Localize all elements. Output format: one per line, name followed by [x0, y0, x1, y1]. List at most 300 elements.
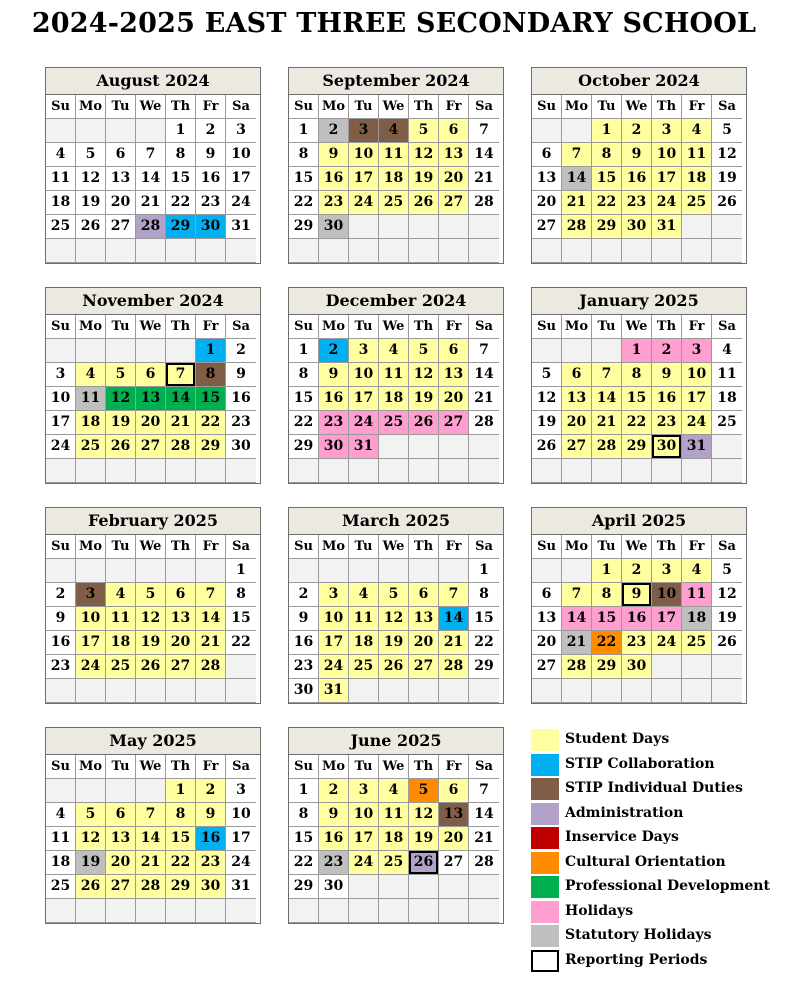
weekday-header: We — [379, 315, 409, 339]
weekday-header: Su — [289, 755, 319, 779]
day-cell: 20 — [409, 631, 439, 655]
empty-cell — [46, 339, 76, 363]
day-cell: 20 — [532, 631, 562, 655]
day-cell: 18 — [682, 167, 712, 191]
legend-swatch — [531, 876, 559, 898]
day-cell: 19 — [712, 607, 742, 631]
day-cell: 19 — [712, 167, 742, 191]
empty-cell — [46, 239, 76, 263]
day-cell: 28 — [592, 435, 622, 459]
empty-cell — [622, 459, 652, 483]
weekday-header: Tu — [106, 535, 136, 559]
day-cell: 6 — [532, 143, 562, 167]
day-cell: 24 — [46, 435, 76, 459]
empty-cell — [409, 435, 439, 459]
empty-cell — [562, 119, 592, 143]
day-cell: 10 — [652, 583, 682, 607]
day-cell: 23 — [622, 191, 652, 215]
month-calendar — [288, 727, 504, 924]
empty-cell — [592, 339, 622, 363]
day-cell: 12 — [106, 387, 136, 411]
weekday-header: Tu — [349, 535, 379, 559]
day-cell: 22 — [289, 191, 319, 215]
empty-cell — [166, 459, 196, 483]
day-cell: 25 — [379, 411, 409, 435]
day-cell: 19 — [409, 167, 439, 191]
day-cell: 8 — [166, 143, 196, 167]
empty-cell — [106, 119, 136, 143]
empty-cell — [76, 899, 106, 923]
weekday-header: Mo — [76, 95, 106, 119]
legend-swatch — [531, 778, 559, 800]
empty-cell — [106, 779, 136, 803]
day-cell: 3 — [226, 119, 256, 143]
empty-cell — [106, 899, 136, 923]
legend-swatch — [531, 729, 559, 751]
empty-cell — [379, 559, 409, 583]
weekday-header: We — [622, 535, 652, 559]
day-cell: 29 — [289, 215, 319, 239]
day-cell: 9 — [319, 363, 349, 387]
day-cell: 21 — [469, 387, 499, 411]
empty-cell — [289, 459, 319, 483]
day-cell: 23 — [226, 411, 256, 435]
day-cell: 24 — [682, 411, 712, 435]
empty-cell — [712, 435, 742, 459]
weekday-header: Fr — [196, 755, 226, 779]
legend-item — [531, 753, 781, 778]
empty-cell — [349, 899, 379, 923]
empty-cell — [76, 339, 106, 363]
empty-cell — [622, 239, 652, 263]
day-cell: 11 — [712, 363, 742, 387]
month-grid — [46, 535, 260, 703]
legend-label: Student Days — [565, 731, 670, 747]
month-grid — [46, 315, 260, 483]
day-cell: 22 — [226, 631, 256, 655]
day-cell: 12 — [532, 387, 562, 411]
empty-cell — [196, 459, 226, 483]
day-cell: 16 — [289, 631, 319, 655]
empty-cell — [469, 679, 499, 703]
day-cell: 17 — [226, 827, 256, 851]
empty-cell — [166, 339, 196, 363]
day-cell: 4 — [379, 119, 409, 143]
empty-cell — [106, 459, 136, 483]
weekday-header: Su — [532, 315, 562, 339]
empty-cell — [652, 679, 682, 703]
empty-cell — [439, 679, 469, 703]
day-cell: 8 — [226, 583, 256, 607]
day-cell: 20 — [439, 167, 469, 191]
day-cell: 30 — [226, 435, 256, 459]
weekday-header: Tu — [592, 95, 622, 119]
empty-cell — [349, 679, 379, 703]
day-cell: 10 — [349, 143, 379, 167]
day-cell: 14 — [562, 607, 592, 631]
day-cell: 13 — [166, 607, 196, 631]
day-cell: 21 — [562, 631, 592, 655]
weekday-header: Tu — [349, 95, 379, 119]
day-cell: 16 — [319, 827, 349, 851]
weekday-header: Sa — [469, 755, 499, 779]
day-cell: 20 — [562, 411, 592, 435]
day-cell: 5 — [409, 779, 439, 803]
weekday-header: We — [379, 95, 409, 119]
day-cell: 3 — [226, 779, 256, 803]
day-cell: 17 — [652, 167, 682, 191]
empty-cell — [136, 559, 166, 583]
day-cell: 6 — [106, 803, 136, 827]
month-title: October 2024 — [532, 68, 746, 95]
day-cell: 16 — [622, 607, 652, 631]
empty-cell — [136, 239, 166, 263]
month-title: November 2024 — [46, 288, 260, 315]
day-cell: 31 — [226, 215, 256, 239]
day-cell: 2 — [196, 119, 226, 143]
day-cell: 23 — [289, 655, 319, 679]
day-cell: 27 — [439, 851, 469, 875]
day-cell: 26 — [379, 655, 409, 679]
day-cell: 11 — [379, 143, 409, 167]
day-cell: 7 — [469, 339, 499, 363]
day-cell: 26 — [409, 851, 439, 875]
day-cell: 3 — [652, 119, 682, 143]
weekday-header: We — [379, 755, 409, 779]
weekday-header: Mo — [562, 535, 592, 559]
empty-cell — [166, 899, 196, 923]
empty-cell — [532, 239, 562, 263]
empty-cell — [349, 875, 379, 899]
day-cell: 13 — [562, 387, 592, 411]
day-cell: 25 — [712, 411, 742, 435]
month-grid — [289, 755, 503, 923]
legend-item — [531, 851, 781, 876]
day-cell: 21 — [166, 411, 196, 435]
day-cell: 15 — [289, 827, 319, 851]
legend-swatch — [531, 950, 559, 972]
day-cell: 22 — [289, 411, 319, 435]
empty-cell — [379, 435, 409, 459]
empty-cell — [136, 679, 166, 703]
empty-cell — [46, 899, 76, 923]
day-cell: 4 — [379, 779, 409, 803]
month-grid — [289, 535, 503, 703]
day-cell: 13 — [439, 363, 469, 387]
day-cell: 7 — [562, 583, 592, 607]
day-cell: 15 — [592, 607, 622, 631]
empty-cell — [166, 559, 196, 583]
day-cell: 3 — [46, 363, 76, 387]
empty-cell — [46, 119, 76, 143]
day-cell: 10 — [349, 803, 379, 827]
day-cell: 1 — [289, 339, 319, 363]
day-cell: 19 — [136, 631, 166, 655]
empty-cell — [439, 875, 469, 899]
day-cell: 15 — [226, 607, 256, 631]
day-cell: 2 — [319, 119, 349, 143]
day-cell: 30 — [622, 215, 652, 239]
legend-label: STIP Collaboration — [565, 755, 715, 772]
empty-cell — [712, 239, 742, 263]
month-title: August 2024 — [46, 68, 260, 95]
day-cell: 19 — [409, 387, 439, 411]
day-cell: 27 — [439, 411, 469, 435]
day-cell: 26 — [409, 191, 439, 215]
day-cell: 11 — [46, 167, 76, 191]
weekday-header: Fr — [439, 755, 469, 779]
weekday-header: We — [622, 315, 652, 339]
day-cell: 27 — [106, 215, 136, 239]
empty-cell — [682, 655, 712, 679]
day-cell: 8 — [289, 143, 319, 167]
legend — [531, 728, 781, 973]
day-cell: 24 — [349, 411, 379, 435]
empty-cell — [439, 559, 469, 583]
day-cell: 1 — [166, 119, 196, 143]
day-cell: 26 — [76, 875, 106, 899]
day-cell: 31 — [682, 435, 712, 459]
day-cell: 16 — [622, 167, 652, 191]
month-calendar — [45, 727, 261, 924]
weekday-header: Mo — [76, 315, 106, 339]
empty-cell — [196, 679, 226, 703]
empty-cell — [682, 239, 712, 263]
day-cell: 4 — [712, 339, 742, 363]
month-title: June 2025 — [289, 728, 503, 755]
legend-item — [531, 826, 781, 851]
day-cell: 11 — [106, 607, 136, 631]
day-cell: 12 — [409, 143, 439, 167]
day-cell: 21 — [592, 411, 622, 435]
day-cell: 12 — [76, 827, 106, 851]
weekday-header: Tu — [106, 315, 136, 339]
day-cell: 4 — [76, 363, 106, 387]
empty-cell — [289, 899, 319, 923]
weekday-header: Th — [652, 535, 682, 559]
weekday-header: Th — [409, 755, 439, 779]
empty-cell — [682, 679, 712, 703]
empty-cell — [712, 215, 742, 239]
day-cell: 26 — [532, 435, 562, 459]
day-cell: 23 — [46, 655, 76, 679]
empty-cell — [469, 899, 499, 923]
weekday-header: Su — [289, 95, 319, 119]
day-cell: 5 — [712, 119, 742, 143]
day-cell: 23 — [622, 631, 652, 655]
empty-cell — [136, 459, 166, 483]
day-cell: 31 — [319, 679, 349, 703]
day-cell: 7 — [592, 363, 622, 387]
day-cell: 23 — [319, 411, 349, 435]
empty-cell — [136, 779, 166, 803]
day-cell: 9 — [46, 607, 76, 631]
day-cell: 22 — [469, 631, 499, 655]
empty-cell — [46, 459, 76, 483]
empty-cell — [319, 459, 349, 483]
day-cell: 23 — [652, 411, 682, 435]
day-cell: 17 — [226, 167, 256, 191]
day-cell: 24 — [319, 655, 349, 679]
day-cell: 12 — [712, 143, 742, 167]
month-calendar — [288, 67, 504, 264]
empty-cell — [469, 459, 499, 483]
month-grid — [532, 315, 746, 483]
day-cell: 9 — [196, 803, 226, 827]
month-title: March 2025 — [289, 508, 503, 535]
day-cell: 18 — [46, 191, 76, 215]
day-cell: 30 — [319, 435, 349, 459]
weekday-header: Fr — [196, 95, 226, 119]
day-cell: 4 — [682, 119, 712, 143]
day-cell: 21 — [136, 191, 166, 215]
day-cell: 5 — [106, 363, 136, 387]
day-cell: 1 — [622, 339, 652, 363]
day-cell: 26 — [76, 215, 106, 239]
legend-label: Holidays — [565, 902, 634, 919]
day-cell: 30 — [652, 435, 682, 459]
empty-cell — [76, 559, 106, 583]
month-title: January 2025 — [532, 288, 746, 315]
day-cell: 8 — [196, 363, 226, 387]
empty-cell — [379, 875, 409, 899]
empty-cell — [409, 459, 439, 483]
legend-item — [531, 949, 781, 974]
empty-cell — [379, 899, 409, 923]
day-cell: 4 — [379, 339, 409, 363]
day-cell: 4 — [46, 803, 76, 827]
day-cell: 27 — [166, 655, 196, 679]
day-cell: 13 — [106, 167, 136, 191]
day-cell: 13 — [439, 803, 469, 827]
weekday-header: Mo — [319, 315, 349, 339]
day-cell: 5 — [409, 339, 439, 363]
day-cell: 6 — [106, 143, 136, 167]
empty-cell — [349, 559, 379, 583]
day-cell: 18 — [46, 851, 76, 875]
day-cell: 29 — [166, 215, 196, 239]
day-cell: 17 — [76, 631, 106, 655]
day-cell: 14 — [469, 363, 499, 387]
day-cell: 12 — [379, 607, 409, 631]
day-cell: 11 — [349, 607, 379, 631]
day-cell: 21 — [136, 851, 166, 875]
weekday-header: Fr — [196, 315, 226, 339]
day-cell: 9 — [652, 363, 682, 387]
day-cell: 15 — [469, 607, 499, 631]
day-cell: 5 — [76, 803, 106, 827]
day-cell: 15 — [289, 387, 319, 411]
day-cell: 27 — [562, 435, 592, 459]
day-cell: 7 — [562, 143, 592, 167]
day-cell: 10 — [76, 607, 106, 631]
day-cell: 12 — [136, 607, 166, 631]
day-cell: 30 — [289, 679, 319, 703]
day-cell: 2 — [622, 119, 652, 143]
empty-cell — [289, 559, 319, 583]
day-cell: 1 — [289, 779, 319, 803]
weekday-header: Mo — [319, 95, 349, 119]
day-cell: 14 — [562, 167, 592, 191]
weekday-header: Mo — [319, 535, 349, 559]
empty-cell — [46, 679, 76, 703]
weekday-header: We — [136, 535, 166, 559]
day-cell: 7 — [439, 583, 469, 607]
day-cell: 21 — [469, 827, 499, 851]
day-cell: 5 — [712, 559, 742, 583]
weekday-header: Su — [532, 95, 562, 119]
month-grid — [532, 535, 746, 703]
month-title: September 2024 — [289, 68, 503, 95]
day-cell: 17 — [349, 167, 379, 191]
day-cell: 28 — [439, 655, 469, 679]
day-cell: 2 — [226, 339, 256, 363]
empty-cell — [106, 559, 136, 583]
day-cell: 1 — [289, 119, 319, 143]
month-grid — [46, 755, 260, 923]
day-cell: 16 — [652, 387, 682, 411]
day-cell: 19 — [76, 851, 106, 875]
day-cell: 19 — [379, 631, 409, 655]
empty-cell — [166, 239, 196, 263]
day-cell: 10 — [682, 363, 712, 387]
weekday-header: Sa — [469, 535, 499, 559]
day-cell: 2 — [319, 779, 349, 803]
page-title: 2024-2025 EAST THREE SECONDARY SCHOOL — [31, 8, 757, 39]
month-grid — [532, 95, 746, 263]
empty-cell — [622, 679, 652, 703]
empty-cell — [379, 215, 409, 239]
day-cell: 13 — [532, 607, 562, 631]
day-cell: 21 — [469, 167, 499, 191]
empty-cell — [712, 655, 742, 679]
day-cell: 25 — [46, 215, 76, 239]
empty-cell — [196, 899, 226, 923]
day-cell: 17 — [349, 387, 379, 411]
month-calendar — [45, 67, 261, 264]
day-cell: 2 — [289, 583, 319, 607]
day-cell: 8 — [469, 583, 499, 607]
weekday-header: Sa — [226, 755, 256, 779]
day-cell: 23 — [319, 191, 349, 215]
day-cell: 7 — [469, 779, 499, 803]
day-cell: 28 — [469, 851, 499, 875]
day-cell: 24 — [652, 631, 682, 655]
day-cell: 16 — [319, 387, 349, 411]
day-cell: 29 — [196, 435, 226, 459]
weekday-header: We — [136, 315, 166, 339]
empty-cell — [196, 239, 226, 263]
day-cell: 14 — [469, 803, 499, 827]
month-calendar — [531, 67, 747, 264]
day-cell: 3 — [682, 339, 712, 363]
empty-cell — [409, 215, 439, 239]
day-cell: 26 — [712, 631, 742, 655]
empty-cell — [409, 875, 439, 899]
day-cell: 25 — [379, 191, 409, 215]
empty-cell — [136, 339, 166, 363]
legend-label: STIP Individual Duties — [565, 780, 743, 796]
day-cell: 3 — [319, 583, 349, 607]
day-cell: 28 — [562, 215, 592, 239]
weekday-header: Su — [46, 95, 76, 119]
day-cell: 6 — [562, 363, 592, 387]
day-cell: 29 — [289, 435, 319, 459]
day-cell: 15 — [166, 167, 196, 191]
day-cell: 28 — [469, 411, 499, 435]
day-cell: 11 — [379, 363, 409, 387]
day-cell: 2 — [622, 559, 652, 583]
